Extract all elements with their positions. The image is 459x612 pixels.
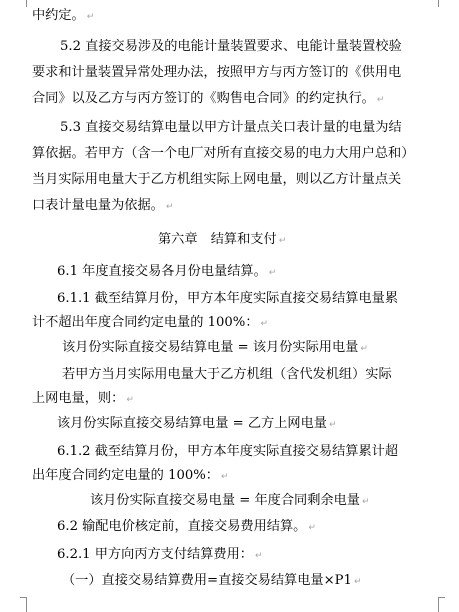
text-line — [32, 466, 229, 486]
crop-mark-top-left — [26, 0, 27, 7]
text-line — [57, 442, 398, 462]
chapter-heading — [158, 230, 286, 250]
line-text: 6.1 年度直接交易各月份电量结算。 — [57, 264, 267, 279]
line-text: 6.1.2 截至结算月份，甲方本年度实际直接交易结算累计超 — [57, 444, 399, 459]
paragraph-mark-icon: ↵ — [86, 12, 95, 22]
crop-mark-bottom-left — [26, 597, 27, 612]
text-line — [60, 118, 402, 138]
line-text: 6.2.1 甲方向丙方支付结算费用： — [57, 547, 253, 562]
text-line — [90, 491, 370, 511]
text-line — [57, 289, 398, 309]
line-text: 算依据。若甲方（含一个电厂对所有直接交易的电力大用户总和） — [32, 146, 415, 161]
line-text: （一）直接交易结算费用=直接交易结算电量×P1 — [62, 573, 352, 588]
line-text: 5.2 直接交易涉及的电能计量装置要求、电能计量装置校验 — [60, 39, 402, 54]
line-text: 该月份实际直接交易结算电量 = 乙方上网电量 — [57, 416, 327, 431]
paragraph-mark-icon: ↵ — [165, 202, 174, 212]
line-text: 上网电量，则： — [32, 391, 125, 406]
paragraph-mark-icon: ↵ — [268, 268, 277, 278]
crop-mark-bottom-right — [438, 597, 439, 612]
paragraph-mark-icon: ↵ — [329, 420, 337, 430]
paragraph-mark-icon: ↵ — [353, 577, 362, 587]
text-line — [32, 89, 384, 109]
paragraph-mark-icon: ↵ — [220, 472, 229, 482]
text-line — [32, 313, 268, 333]
paragraph-mark-icon: ↵ — [126, 395, 134, 405]
text-line — [60, 37, 402, 57]
line-text: 出年度合同约定电量的 100%： — [32, 468, 219, 483]
line-text: 该月份实际直接交易结算电量 = 该月份实际用电量 — [62, 340, 359, 355]
crop-mark-bottom-left-h — [20, 597, 27, 598]
text-line — [62, 338, 368, 358]
paragraph-mark-icon: ↵ — [308, 523, 316, 533]
line-text: 6.2 输配电价核定前，直接交易费用结算。 — [57, 519, 307, 534]
line-text: 计不超出年度合同约定电量的 100%： — [32, 315, 259, 330]
paragraph-mark-icon: ↵ — [260, 319, 269, 329]
line-text: 该月份实际直接交易电量 = 年度合同剩余电量 — [90, 493, 360, 508]
text-line — [32, 144, 414, 164]
line-text: 口表计量电量为依据。 — [32, 198, 164, 213]
line-text: 合同》以及乙方与丙方签订的《购售电合同》的约定执行。 — [32, 91, 375, 106]
line-text: 6.1.1 截至结算月份，甲方本年度实际直接交易结算电量累 — [57, 291, 399, 306]
paragraph-mark-icon: ↵ — [255, 551, 263, 561]
text-line — [32, 170, 401, 190]
text-line — [62, 571, 361, 591]
line-text: 当月实际用电量大于乙方机组实际上网电量，则以乙方计量点关 — [32, 172, 402, 187]
paragraph-mark-icon: ↵ — [376, 95, 385, 105]
text-line — [32, 389, 134, 409]
heading-text: 第六章 结算和支付 — [158, 232, 277, 247]
text-line — [57, 414, 337, 434]
text-line — [62, 365, 392, 385]
line-text: 若甲方当月实际用电量大于乙方机组（含代发机组）实际 — [62, 367, 392, 382]
paragraph-mark-icon: ↵ — [360, 344, 368, 354]
crop-mark-bottom-right-h — [438, 597, 445, 598]
paragraph-mark-icon: ↵ — [362, 497, 370, 507]
line-text: 5.3 直接交易结算电量以甲方计量点关口表计量的电量为结 — [60, 120, 402, 135]
line-text: 要求和计量装置异常处理办法，按照甲方与丙方签订的《供用电 — [32, 65, 402, 80]
text-line — [32, 6, 94, 26]
paragraph-mark-icon: ↵ — [278, 236, 287, 246]
text-line — [57, 262, 276, 282]
text-line — [32, 63, 401, 83]
text-line — [57, 517, 316, 537]
text-line — [57, 545, 263, 565]
line-text: 中约定。 — [32, 8, 85, 23]
crop-mark-top-right — [438, 0, 439, 7]
text-line — [32, 196, 173, 216]
